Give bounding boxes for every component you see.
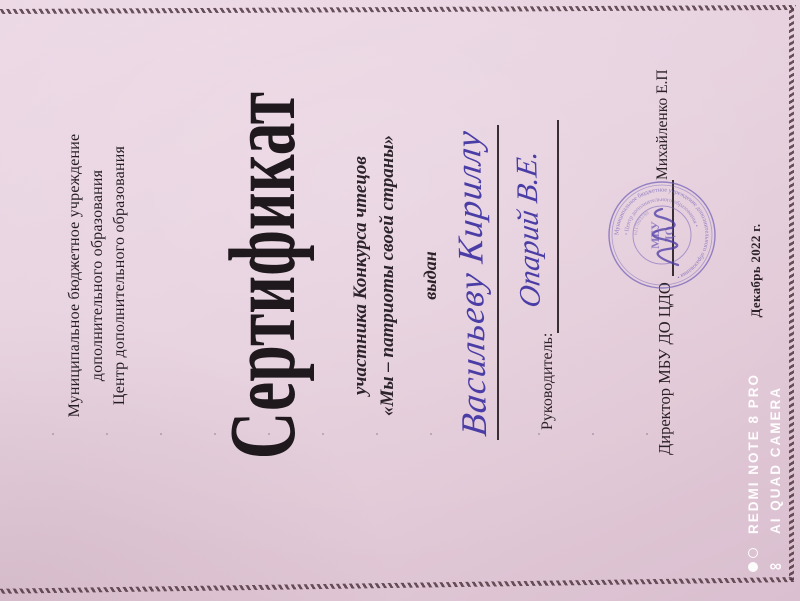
stamp-inn-digits: 6117003189 xyxy=(632,210,651,236)
director-name: Михайленко Е.П xyxy=(654,69,671,180)
organization-name xyxy=(64,0,132,551)
stamp-center-text2: ДО xyxy=(662,226,676,244)
watermark-row-2 xyxy=(764,372,786,576)
recipient-name-handwritten: Васильеву Кириллу xyxy=(447,127,495,439)
filled-circle-icon xyxy=(748,562,758,572)
subtitle-line: «Мы – патриоты своей страны» xyxy=(376,134,398,417)
organization-line: Муниципальное бюджетное учреждение xyxy=(66,133,83,418)
stamp-ring-text-outer: Муниципальное бюджетное учреждение дополнительного образования • xyxy=(614,187,710,280)
official-stamp-icon xyxy=(606,179,718,291)
watermark-row-1 xyxy=(742,372,764,572)
stamp-center-text: МБУ xyxy=(648,221,662,249)
supervisor-underline xyxy=(557,120,559,333)
recipient-underline xyxy=(497,125,499,440)
outline-circle-icon xyxy=(748,548,758,558)
infinity-loop-icon: ∞ xyxy=(768,556,782,576)
supervisor-signature-handwritten: Опарий В.Е. xyxy=(509,148,548,310)
certificate-subtitle xyxy=(348,0,401,551)
organization-line: Центр дополнительного образования xyxy=(111,145,129,406)
subtitle-line: участника Конкурса чтецов xyxy=(350,156,371,395)
organization-line: дополнительного образования xyxy=(88,169,106,382)
issued-label: выдан xyxy=(420,251,440,300)
supervisor-label: Руководитель: xyxy=(539,332,556,430)
director-label: Директор МБУ ДО ЦДО xyxy=(655,282,674,455)
watermark-line2: AI QUAD CAMERA xyxy=(767,386,783,534)
certificate-title: Сертификат xyxy=(211,91,315,460)
ai-logo-icon xyxy=(767,542,784,576)
camera-watermark xyxy=(742,372,788,576)
camera-logo-circles-icon xyxy=(748,542,758,572)
certificate-date: Декабрь 2022 г. xyxy=(748,223,763,318)
certificate-title-wrap xyxy=(211,0,315,551)
watermark-line1: REDMI NOTE 8 PRO xyxy=(745,372,761,534)
stamp-ring-text-inner: • Центр дополнительного образования • xyxy=(623,196,699,236)
